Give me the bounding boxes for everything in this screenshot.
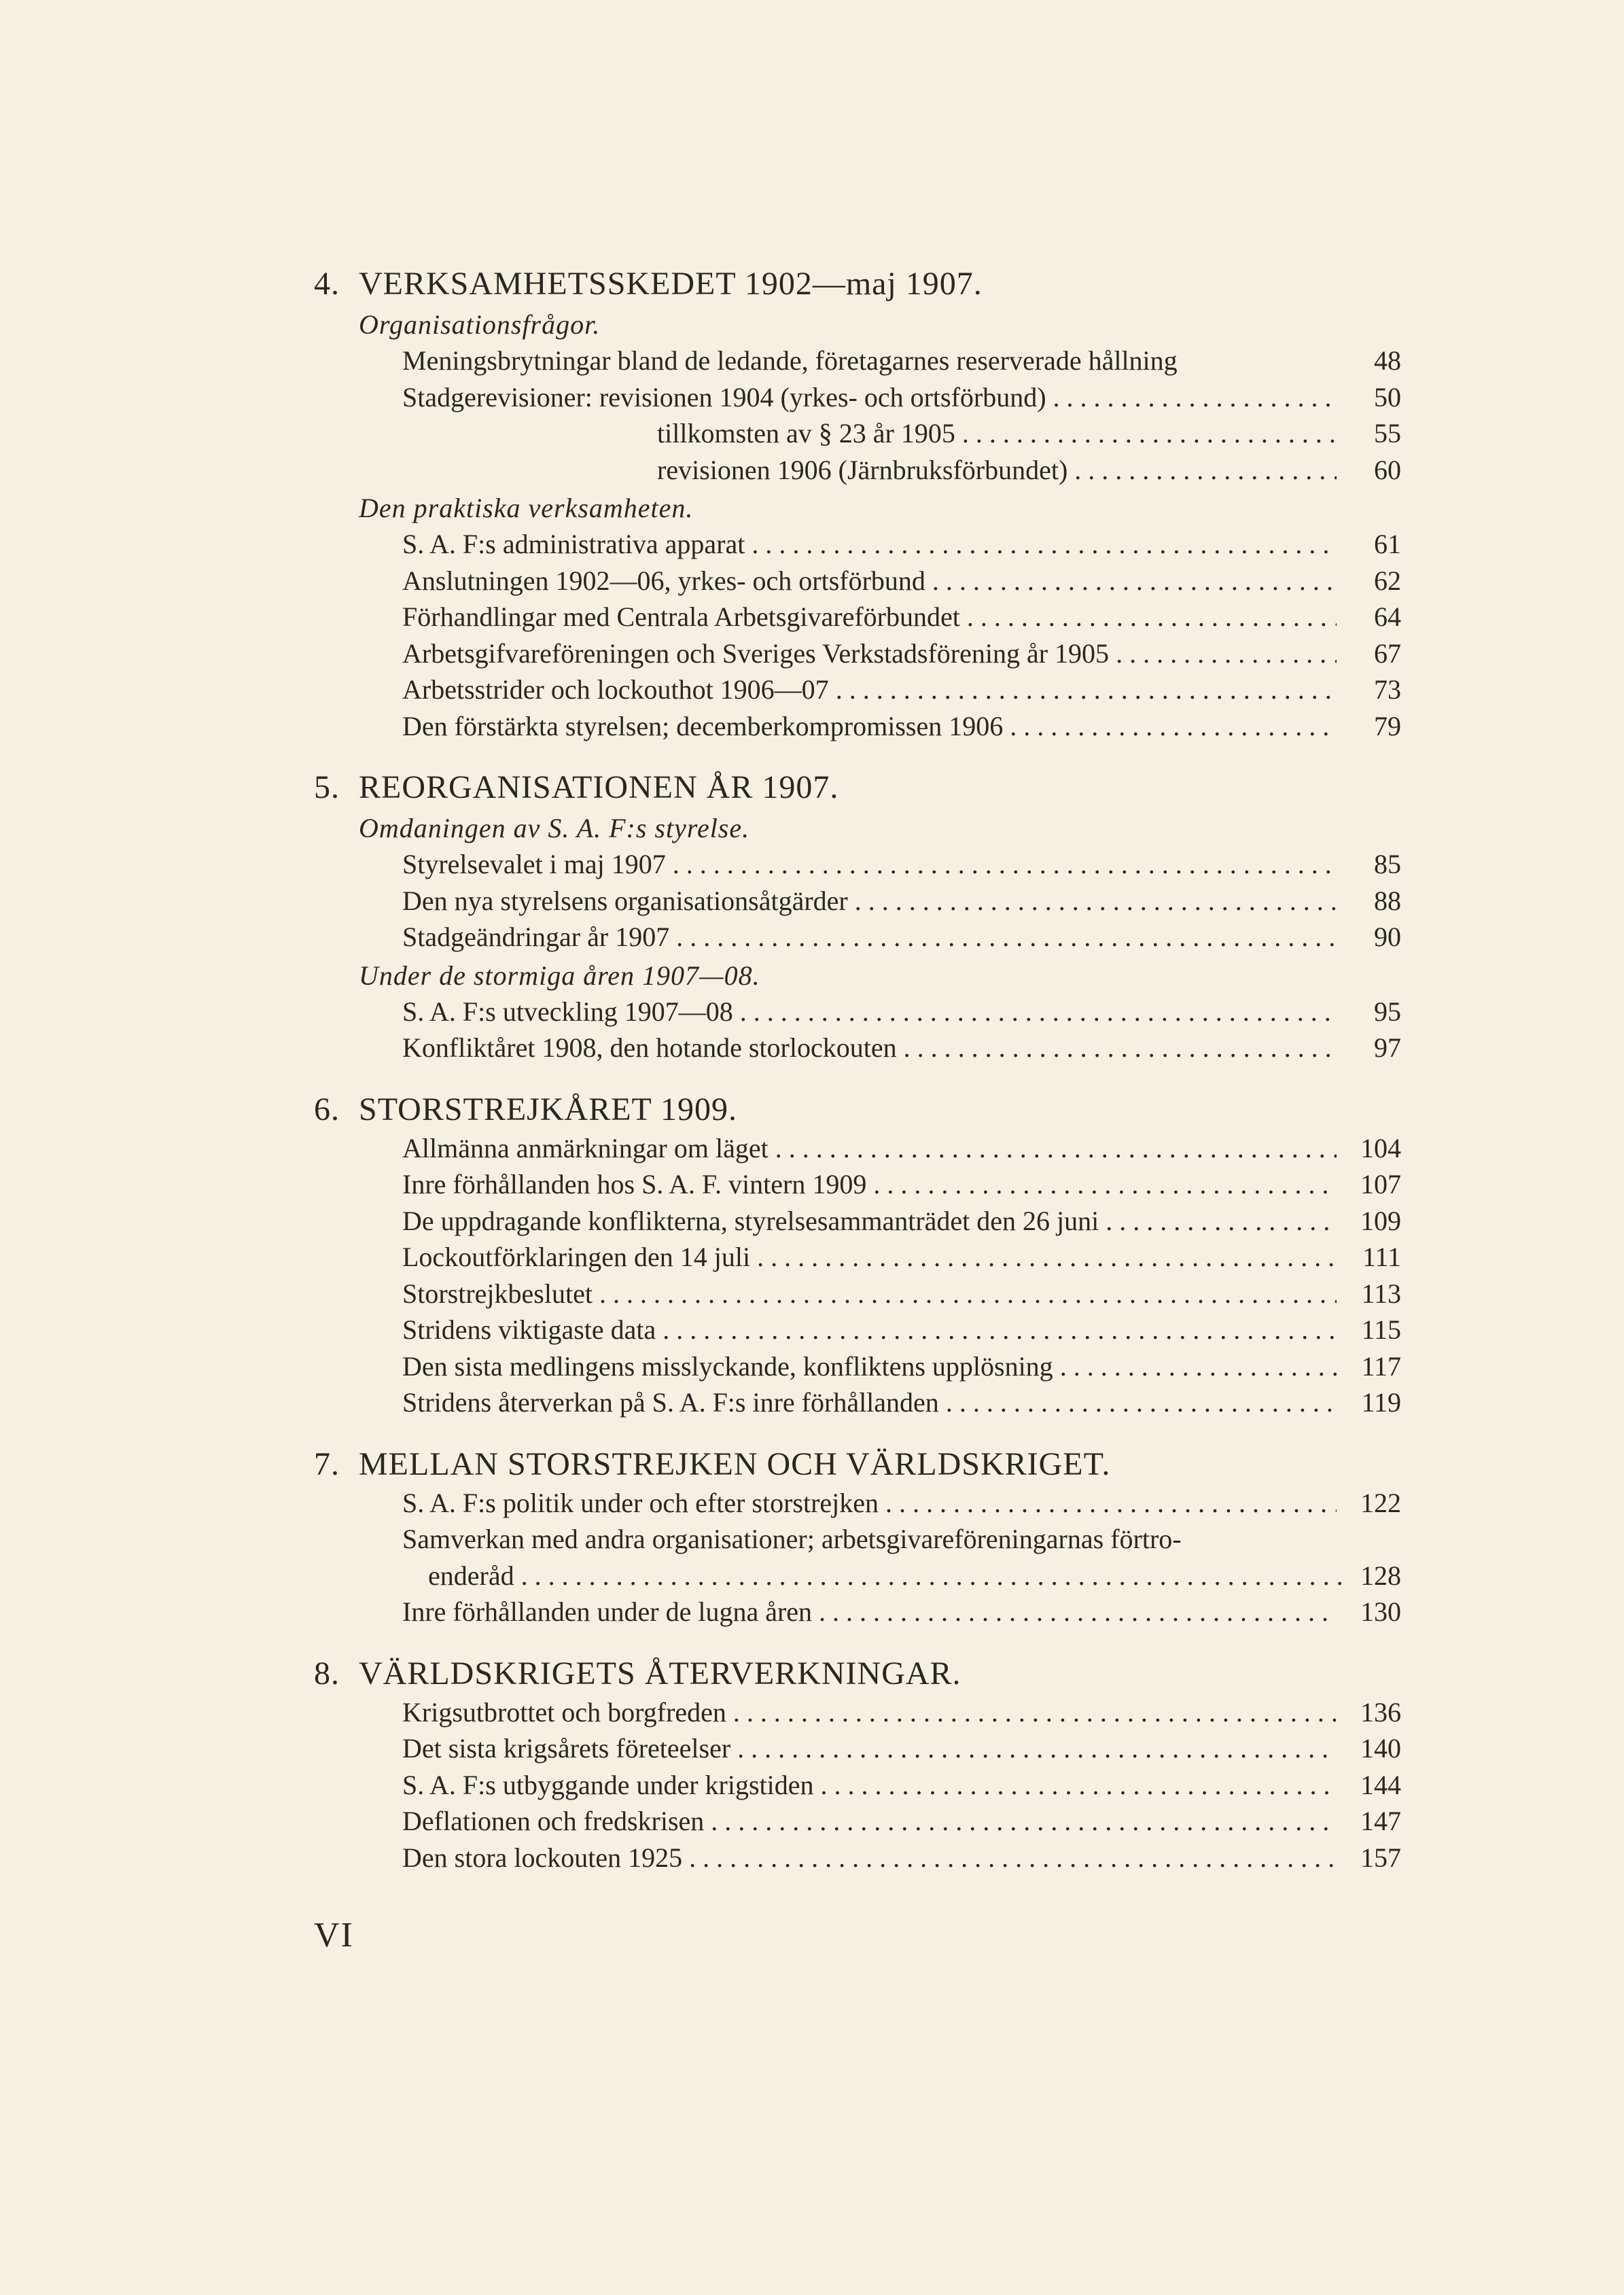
entry-label: Förhandlingar med Centrala Arbetsgivareförbundet (402, 601, 960, 632)
entry-label: Den nya styrelsens organisationsåtgärder (402, 885, 848, 916)
toc-entry (402, 1384, 1401, 1421)
toc-entry (402, 1485, 1401, 1522)
leader-dots (521, 1558, 1347, 1594)
entry-label: Krigsutbrottet och borgfreden (402, 1696, 726, 1728)
leader-dots (821, 1767, 1337, 1804)
page-number: 104 (1360, 1132, 1401, 1163)
leader-dots (757, 1239, 1337, 1276)
page-number: 85 (1374, 849, 1401, 879)
toc-entry (402, 1239, 1401, 1276)
page-number: 107 (1360, 1169, 1401, 1199)
leader-dots (873, 1166, 1337, 1203)
page-number: 130 (1360, 1596, 1401, 1627)
entry-label: Arbetsstrider och lockouthot 1906—07 (402, 674, 829, 705)
entry-label: De uppdragande konflikterna, styrelsesammanträdet den 26 juni (402, 1205, 1099, 1236)
leader-dots (885, 1485, 1337, 1522)
entry-label: Meningsbrytningar bland de ledande, företagarnes reserverade hållning (402, 345, 1178, 376)
section-heading (314, 264, 1401, 304)
entry-label: Allmänna anmärkningar om läget (402, 1132, 769, 1163)
toc-entry (402, 671, 1401, 708)
subsection-title: Den praktiska verksamheten. (359, 493, 694, 523)
page-number: 136 (1360, 1696, 1401, 1728)
page-number: 55 (1374, 418, 1401, 449)
entry-label: Storstrejkbeslutet (402, 1278, 593, 1309)
page-number: 122 (1360, 1487, 1401, 1518)
leader-dots (775, 1130, 1337, 1167)
page-number: 60 (1374, 454, 1401, 485)
leader-dots (904, 1030, 1337, 1066)
page-number: 90 (1374, 922, 1401, 952)
page-number: 50 (1374, 381, 1401, 413)
entry-label: Stridens återverkan på S. A. F:s inre förhållanden (402, 1387, 939, 1418)
section-number: 5. (314, 769, 340, 805)
leader-dots (962, 415, 1337, 452)
page-number: 61 (1374, 529, 1401, 559)
leader-dots (689, 1840, 1337, 1876)
leader-dots (836, 671, 1337, 708)
entry-label: Arbetsgifvareföreningen och Sveriges Verkstadsförening år 1905 (402, 637, 1110, 669)
page-number: 111 (1362, 1242, 1401, 1272)
toc-entry (402, 1694, 1401, 1731)
page-number: 157 (1360, 1842, 1401, 1873)
entry-label: Stadgeändringar år 1907 (402, 922, 670, 952)
page-folio: VI (314, 1916, 354, 1955)
section-heading (314, 1089, 1401, 1130)
toc-entry (402, 1130, 1401, 1167)
page-number: 48 (1374, 345, 1401, 376)
leader-dots (663, 1312, 1337, 1348)
page-number: 73 (1374, 674, 1401, 705)
entry-label: Det sista krigsårets företeelser (402, 1733, 731, 1764)
toc-entry (402, 1203, 1401, 1240)
toc-entry (402, 708, 1401, 745)
page-number: 117 (1361, 1350, 1401, 1382)
toc-entry (402, 1276, 1401, 1312)
toc-entry (402, 1166, 1401, 1203)
leader-dots (1074, 452, 1337, 489)
section-title: REORGANISATIONEN ÅR 1907. (359, 769, 839, 805)
entry-label: Inre förhållanden hos S. A. F. vintern 1909 (402, 1169, 867, 1199)
leader-dots (1060, 1348, 1337, 1385)
entry-label: S. A. F:s utbyggande under krigstiden (402, 1769, 814, 1800)
subsection-title: Under de stormiga åren 1907—08. (359, 960, 760, 991)
entry-label: Styrelsevalet i maj 1907 (402, 849, 666, 879)
leader-dots (676, 919, 1337, 956)
toc-entry (402, 1030, 1401, 1066)
leader-dots (737, 1730, 1337, 1767)
entry-label: Samverkan med andra organisationer; arbetsgivareföreningarnas förtro- (402, 1524, 1182, 1554)
leader-dots (967, 599, 1337, 635)
entry-label: Den förstärkta styrelsen; decemberkompromissen 1906 (402, 710, 1004, 741)
page-number: 95 (1374, 996, 1401, 1027)
page-number: 140 (1360, 1733, 1401, 1764)
page-number: 128 (1360, 1560, 1401, 1591)
section-title: VÄRLDSKRIGETS ÅTERVERKNINGAR. (359, 1655, 961, 1692)
section-title: STORSTREJKÅRET 1909. (359, 1091, 737, 1127)
section-number: 7. (314, 1446, 340, 1482)
toc-entry (402, 883, 1401, 919)
leader-dots (932, 563, 1337, 599)
leader-dots (599, 1276, 1337, 1312)
leader-dots (855, 883, 1337, 919)
page-number: 64 (1374, 601, 1401, 632)
leader-dots (1116, 635, 1337, 672)
section-title: VERKSAMHETSSKEDET 1902—maj 1907. (359, 266, 983, 302)
entry-label: S. A. F:s politik under och efter storstrejken (402, 1487, 879, 1518)
leader-dots (1010, 708, 1337, 745)
leader-dots (752, 526, 1337, 563)
page-number: 79 (1374, 710, 1401, 741)
page-number: 147 (1360, 1806, 1401, 1836)
entry-label: Stridens viktigaste data (402, 1314, 656, 1345)
toc-entry (402, 846, 1401, 883)
entry-label: revisionen 1906 (Järnbruksförbundet) (657, 454, 1068, 485)
toc-entry (402, 1730, 1401, 1767)
toc-entry (402, 379, 1401, 416)
page-number: 67 (1374, 637, 1401, 669)
toc-entry (402, 1521, 1401, 1594)
page-number: 113 (1361, 1278, 1401, 1309)
subsection-title: Omdaningen av S. A. F:s styrelse. (359, 813, 750, 843)
page-number: 115 (1361, 1314, 1401, 1345)
entry-label: Lockoutförklaringen den 14 juli (402, 1242, 751, 1272)
toc-entry (402, 1594, 1401, 1630)
toc-entry (402, 919, 1401, 956)
page-number: 62 (1374, 565, 1401, 596)
toc-entry (402, 599, 1401, 635)
page-number: 119 (1361, 1387, 1401, 1418)
leader-dots (946, 1384, 1337, 1421)
toc-entry (402, 526, 1401, 563)
section-heading (314, 1653, 1401, 1694)
leader-dots (711, 1803, 1337, 1840)
entry-label: Inre förhållanden under de lugna åren (402, 1596, 813, 1627)
section-heading (314, 1444, 1401, 1485)
toc-entry (402, 343, 1401, 379)
page-number: 88 (1374, 885, 1401, 916)
toc-entry (402, 1767, 1401, 1804)
page-number: 144 (1360, 1769, 1401, 1800)
toc-entry (402, 1312, 1401, 1348)
page-number: 109 (1360, 1205, 1401, 1236)
toc-entry (402, 1803, 1401, 1840)
leader-dots (819, 1594, 1337, 1630)
toc-entry (402, 635, 1401, 672)
subsection-title: Organisationsfrågor. (359, 309, 601, 340)
leader-dots (740, 994, 1337, 1030)
section-heading (314, 767, 1401, 808)
entry-label: Deflationen och fredskrisen (402, 1806, 705, 1836)
toc-entry (657, 452, 1401, 489)
leader-dots (733, 1694, 1337, 1731)
entry-label: S. A. F:s utveckling 1907—08 (402, 996, 733, 1027)
toc-entry (402, 1348, 1401, 1385)
entry-label: Den stora lockouten 1925 (402, 1842, 683, 1873)
toc-entry (402, 1840, 1401, 1876)
section-number: 6. (314, 1091, 340, 1127)
table-of-contents (314, 264, 1401, 1876)
entry-label: S. A. F:s administrativa apparat (402, 529, 745, 559)
entry-label: Konfliktåret 1908, den hotande storlockouten (402, 1032, 897, 1063)
entry-label: Anslutningen 1902—06, yrkes- och ortsförbund (402, 565, 925, 596)
toc-entry (402, 994, 1401, 1030)
entry-label: Stadgerevisioner: revisionen 1904 (yrkes- och ortsförbund) (402, 381, 1046, 413)
toc-entry (657, 415, 1401, 452)
section-title: MELLAN STORSTREJKEN OCH VÄRLDSKRIGET. (359, 1446, 1111, 1482)
toc-entry (402, 563, 1401, 599)
entry-label: tillkomsten av § 23 år 1905 (657, 418, 955, 449)
leader-dots (673, 846, 1337, 883)
entry-label-continued: enderåd (428, 1560, 514, 1591)
leader-dots (1053, 379, 1337, 416)
page-number: 97 (1374, 1032, 1401, 1063)
section-number: 4. (314, 266, 340, 302)
entry-label: Den sista medlingens misslyckande, konfliktens upplösning (402, 1350, 1053, 1382)
leader-dots (1106, 1203, 1337, 1240)
section-number: 8. (314, 1655, 340, 1692)
